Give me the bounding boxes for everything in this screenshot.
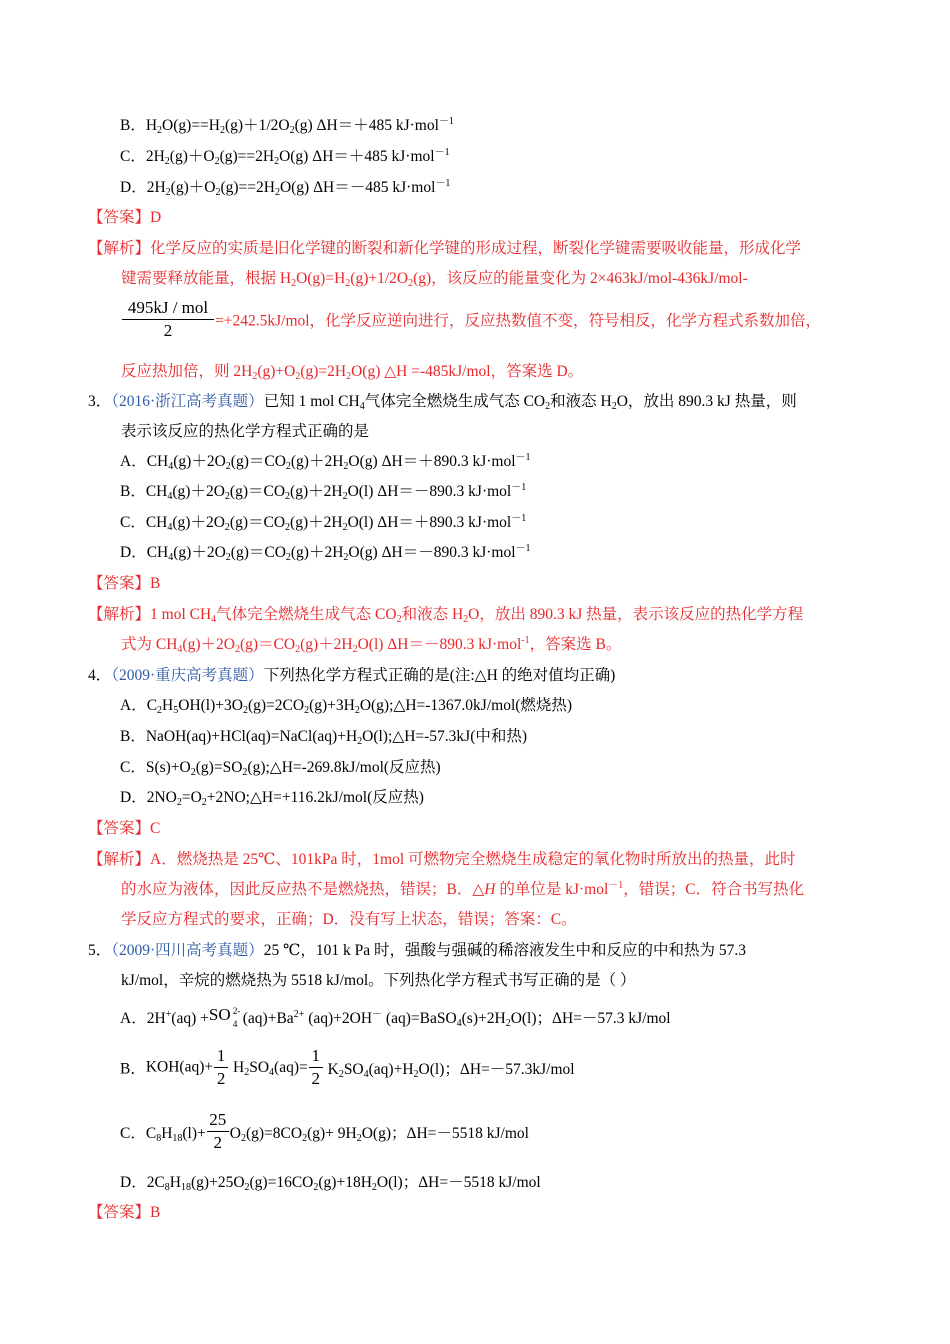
q5-option-b: B．KOH(aq)+ $\frac{1}{2}$ $H_2SO_4(aq)=$ $\frac{1}{2}$ $K_2SO_4(aq)+H_2O(l)$；ΔH=－57.3kJ/mol [120, 1046, 575, 1088]
q4-option-b: B．$NaOH(aq)+HCl(aq)=NaCl(aq)+H_2O(l);\triangle H=-57.3kJ$(中和热) [120, 728, 528, 747]
q5-option-d: D．$2C_8H_{18}(g)+25O_2(g)=16CO_2(g)+18H_2O(l)$；ΔH=－5518 kJ/mol [120, 1174, 541, 1193]
q3-option-c: C．$CH_4(g)+2O_2(g)=CO_2(g)+2H_2O(l)$ ΔH＝＋890.3 kJ·mol$^{-1}$ [120, 513, 527, 533]
q4-analysis-line1: 【解析】A．燃烧热是 25℃、101kPa 时，1mol 可燃物完全燃烧生成稳定的氧化物时所放出的热量，此时 [88, 851, 796, 868]
q3-stem-line1: 3．（2016·浙江高考真题）已知 1 mol $CH_4$气体完全燃烧生成气态 $CO_2$和液态 $H_2O$，放出 890.3 kJ 热量，则 [88, 393, 797, 412]
q4-analysis-line2: 的水应为液体，因此反应热不是燃烧热，错误；B．△H 的单位是 kJ·mol$^{-1}$，错误；C．符合书写热化 [121, 880, 805, 898]
q3-analysis-line2: 式为 $CH_4(g)+2O_2(g)=CO_2(g)+2H_2O(l)$ ΔH＝－890.3 kJ·mol$^{-1}$，答案选 B。 [121, 635, 622, 655]
q2-analysis-line1: 【解析】化学反应的实质是旧化学键的断裂和新化学键的形成过程，断裂化学键需要吸收能量，形成化学 [88, 240, 802, 257]
fraction-25-over-2: $\frac{25}{2}$ [207, 1109, 229, 1154]
q4-answer: 【答案】C [88, 820, 161, 837]
q4-stem: 4．（2009·重庆高考真题）下列热化学方程式正确的是(注:△H 的绝对值均正确) [88, 667, 616, 684]
q3-analysis-line1: 【解析】1 mol $CH_4$气体完全燃烧生成气态 $CO_2$和液态 $H_2O$，放出 890.3 kJ 热量，表示该反应的热化学方程 [88, 606, 804, 625]
q3-option-a: A．$CH_4(g)+2O_2(g)=CO_2(g)+2H_2O(g)$ ΔH＝＋890.3 kJ·mol$^{-1}$ [120, 452, 531, 472]
q2-analysis-line4: 反应热加倍，则 $2H_2(g)+O_2(g)=2H_2O(g)$ △H =-485kJ/mol，答案选 D。 [121, 363, 584, 382]
q3-option-d: D．$CH_4(g)+2O_2(g)=CO_2(g)+2H_2O(g)$ ΔH＝－890.3 kJ·mol$^{-1}$ [120, 543, 531, 563]
q2-answer: 【答案】D [88, 209, 162, 226]
q3-answer: 【答案】B [88, 575, 161, 592]
q2-option-d: D．$2H_2(g)+O_2(g)==2H_2O(g)$ ΔH＝－485 kJ·mol$^{-1}$ [120, 178, 451, 198]
q5-answer: 【答案】B [88, 1204, 161, 1221]
q3-stem-line2: 表示该反应的热化学方程式正确的是 [121, 423, 370, 440]
q3-option-b: B．$CH_4(g)+2O_2(g)=CO_2(g)+2H_2O(l)$ ΔH＝－890.3 kJ·mol$^{-1}$ [120, 482, 527, 502]
q4-option-a: A．$C_2H_5OH(l)+3O_2(g)=2CO_2(g)+3H_2O(g);\triangle H=-1367.0kJ/mol$(燃烧热) [120, 697, 573, 716]
q5-stem-line1: 5．（2009·四川高考真题）25 ℃，101 k Pa 时，强酸与强碱的稀溶液发生中和反应的中和热为 57.3 [88, 942, 747, 959]
q5-stem-line2: kJ/mol，辛烷的燃烧热为 5518 kJ/mol。下列热化学方程式书写正确的是（ ） [121, 972, 636, 989]
q4-option-c: C．$S(s)+O_2(g)=SO_2(g);\triangle H=-269.8kJ/mol$(反应热) [120, 759, 441, 778]
q4-analysis-line3: 学反应方程式的要求，正确；D．没有写上状态，错误；答案：C。 [121, 911, 577, 928]
sulfate-ion: SO 2- 4 [208, 1005, 241, 1029]
fraction-half: $\frac{1}{2}$ [214, 1045, 228, 1090]
q4-option-d: D．$2NO_2=O_2+2NO;\triangle H=+116.2kJ/mol$(反应热) [120, 789, 424, 808]
q2-analysis-line2: 键需要释放能量，根据 $H_2O(g)=H_2(g)+1/2O_2(g)$，该反应的能量变化为 2×463kJ/mol-436kJ/mol- [121, 270, 748, 289]
q2-analysis-line3: $\frac{\text{495kJ / mol}}{2}$ =+242.5kJ/mol，化学反应逆向进行，反应热数值不变，符号相反，化学方程式系数加倍， [121, 297, 821, 342]
fraction-half: $\frac{1}{2}$ [309, 1045, 323, 1090]
q2-option-c: C．$2H_2(g)+O_2(g)==2H_2O(g)$ ΔH＝＋485 kJ·mol$^{-1}$ [120, 147, 450, 167]
q2-option-b: B．$H_2O(g)==H_2(g)+1/2O_2(g)$ ΔH＝＋485 kJ·mol$^{-1}$ [120, 116, 454, 136]
q5-option-a: A．2H+(aq) + SO 2- 4 $(aq)+Ba^{2+}$ (aq)+2OH－ $(aq)=BaSO_4(s)+2H_2O(l)$；ΔH=－57.3 kJ/mol [120, 1005, 671, 1029]
q5-option-c: C．$C_8H_{18}(l)+$ $\frac{25}{2}$ $O_2(g)=8CO_2(g)+ 9H_2O(g)$；ΔH=－5518 kJ/mol [120, 1110, 529, 1152]
fraction-495-over-2: $\frac{\text{495kJ / mol}}{2}$ [122, 297, 214, 342]
